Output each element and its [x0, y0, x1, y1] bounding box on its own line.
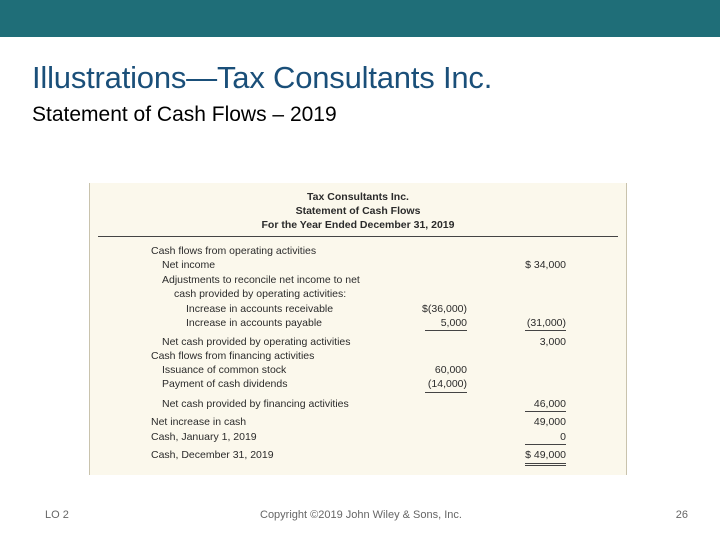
cash-december-value: $ 49,000 [525, 449, 566, 461]
net-financing-value: 46,000 [533, 398, 566, 410]
double-underline [525, 465, 566, 466]
net-increase-value: 49,000 [533, 416, 566, 428]
copyright: Copyright ©2019 John Wiley & Sons, Inc. [260, 509, 462, 521]
statement-name: Statement of Cash Flows [295, 205, 421, 217]
double-underline [525, 463, 566, 464]
accounts-payable-value: 5,000 [440, 317, 467, 329]
net-operating-label: Net cash provided by operating activities [162, 336, 351, 348]
slide-subtitle: Statement of Cash Flows – 2019 [32, 103, 337, 126]
net-increase-label: Net increase in cash [151, 416, 247, 428]
issuance-common-stock-value: 60,000 [434, 364, 467, 376]
adjustments-total-value: (31,000) [526, 317, 566, 329]
underline [525, 411, 566, 412]
statement-period: For the Year Ended December 31, 2019 [261, 219, 455, 231]
underline [525, 444, 566, 445]
financing-activities-header: Cash flows from financing activities [151, 350, 315, 362]
cash-flow-statement [89, 183, 627, 475]
page-number: 26 [675, 509, 688, 521]
adjustments-label: Adjustments to reconcile net income to net [162, 274, 360, 286]
net-financing-label: Net cash provided by financing activities [162, 398, 349, 410]
cash-dividends-value: (14,000) [427, 378, 467, 390]
accounts-receivable-value: $(36,000) [422, 303, 467, 315]
issuance-common-stock-label: Issuance of common stock [162, 364, 287, 376]
accounts-payable-label: Increase in accounts payable [186, 317, 323, 329]
adjustments-label-cont: cash provided by operating activities: [174, 288, 347, 300]
accounts-receivable-label: Increase in accounts receivable [186, 303, 334, 315]
underline [425, 330, 467, 331]
net-operating-value: 3,000 [539, 336, 566, 348]
underline [525, 330, 566, 331]
net-income-value: $ 34,000 [525, 259, 566, 271]
cash-december-label: Cash, December 31, 2019 [151, 449, 274, 461]
underline [425, 392, 467, 393]
cash-dividends-label: Payment of cash dividends [162, 378, 288, 390]
cash-january-value: 0 [560, 431, 566, 443]
operating-activities-header: Cash flows from operating activities [151, 245, 317, 257]
header-rule [98, 236, 618, 237]
top-accent-bar [0, 0, 720, 37]
cash-january-label: Cash, January 1, 2019 [151, 431, 257, 443]
net-income-label: Net income [162, 259, 216, 271]
slide-title: Illustrations—Tax Consultants Inc. [32, 60, 493, 95]
learning-objective: LO 2 [45, 509, 69, 521]
statement-company: Tax Consultants Inc. [307, 191, 409, 203]
